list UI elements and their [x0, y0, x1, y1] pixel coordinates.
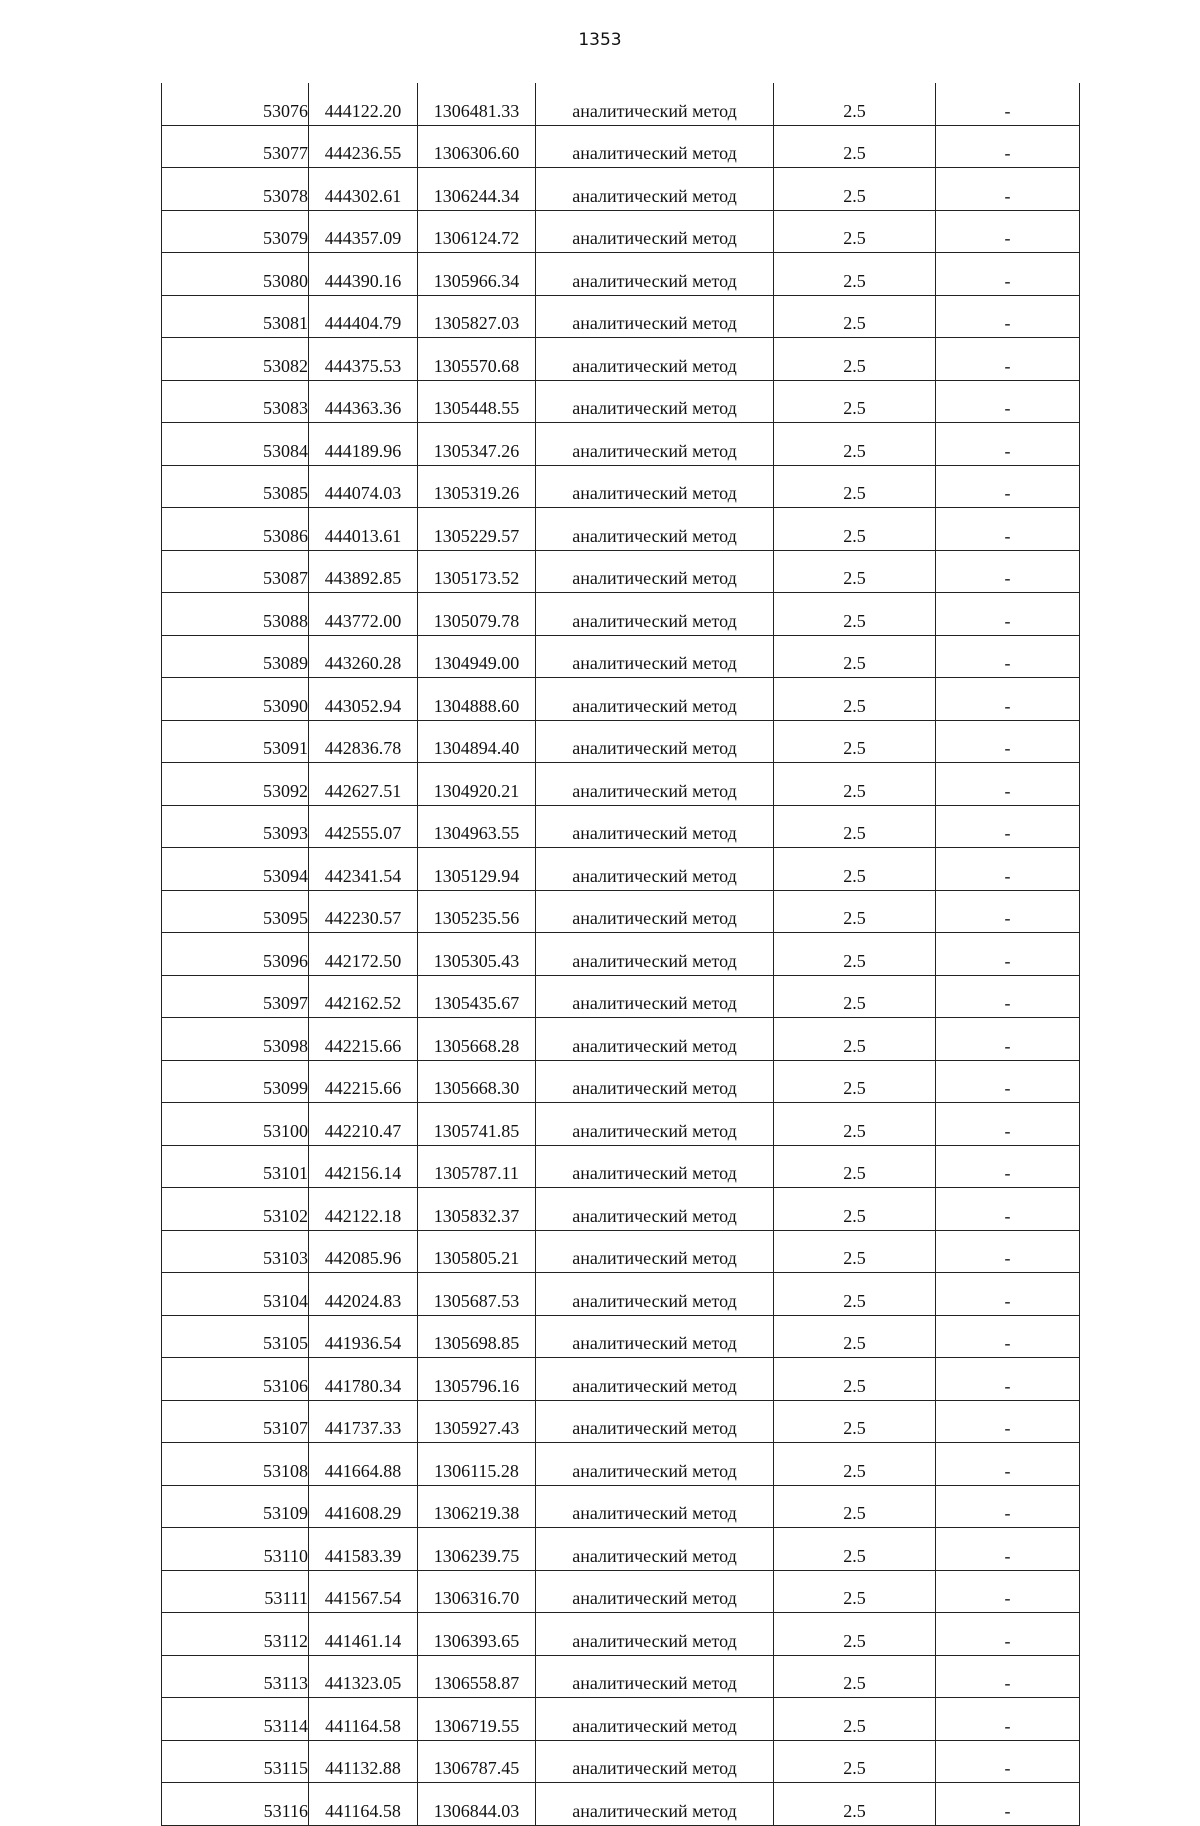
table-row	[162, 720, 1080, 763]
y-coordinate-cell: 1305079.78	[418, 593, 536, 636]
method-cell: аналитический метод	[536, 125, 774, 168]
x-coordinate-cell: 441461.14	[309, 1613, 418, 1656]
point-number-cell: 53113	[162, 1655, 309, 1698]
accuracy-cell: 2.5	[774, 125, 936, 168]
table-row	[162, 1273, 1080, 1316]
accuracy-cell: 2.5	[774, 338, 936, 381]
note-cell: -	[936, 1188, 1080, 1231]
accuracy-cell: 2.5	[774, 1230, 936, 1273]
note-cell: -	[936, 1273, 1080, 1316]
y-coordinate-cell: 1306558.87	[418, 1655, 536, 1698]
x-coordinate-cell: 441780.34	[309, 1358, 418, 1401]
note-cell: -	[936, 508, 1080, 551]
x-coordinate-cell: 441737.33	[309, 1400, 418, 1443]
point-number-cell: 53079	[162, 210, 309, 253]
table-row	[162, 465, 1080, 508]
table-row	[162, 890, 1080, 933]
note-cell: -	[936, 678, 1080, 721]
method-cell: аналитический метод	[536, 1103, 774, 1146]
y-coordinate-cell: 1305832.37	[418, 1188, 536, 1231]
accuracy-cell: 2.5	[774, 550, 936, 593]
y-coordinate-cell: 1306306.60	[418, 125, 536, 168]
accuracy-cell: 2.5	[774, 1358, 936, 1401]
x-coordinate-cell: 442230.57	[309, 890, 418, 933]
method-cell: аналитический метод	[536, 1443, 774, 1486]
point-number-cell: 53098	[162, 1018, 309, 1061]
x-coordinate-cell: 441583.39	[309, 1528, 418, 1571]
method-cell: аналитический метод	[536, 975, 774, 1018]
table-row	[162, 805, 1080, 848]
method-cell: аналитический метод	[536, 720, 774, 763]
method-cell: аналитический метод	[536, 1230, 774, 1273]
note-cell: -	[936, 465, 1080, 508]
method-cell: аналитический метод	[536, 1655, 774, 1698]
accuracy-cell: 2.5	[774, 1443, 936, 1486]
y-coordinate-cell: 1305698.85	[418, 1315, 536, 1358]
table-row	[162, 1740, 1080, 1783]
point-number-cell: 53083	[162, 380, 309, 423]
x-coordinate-cell: 444390.16	[309, 253, 418, 296]
point-number-cell: 53076	[162, 83, 309, 125]
table-row	[162, 210, 1080, 253]
method-cell: аналитический метод	[536, 295, 774, 338]
y-coordinate-cell: 1304963.55	[418, 805, 536, 848]
table-row	[162, 423, 1080, 466]
point-number-cell: 53093	[162, 805, 309, 848]
y-coordinate-cell: 1305229.57	[418, 508, 536, 551]
point-number-cell: 53109	[162, 1485, 309, 1528]
note-cell: -	[936, 1783, 1080, 1826]
method-cell: аналитический метод	[536, 1188, 774, 1231]
note-cell: -	[936, 975, 1080, 1018]
note-cell: -	[936, 295, 1080, 338]
page-number: 1353	[578, 30, 622, 50]
point-number-cell: 53106	[162, 1358, 309, 1401]
x-coordinate-cell: 442156.14	[309, 1145, 418, 1188]
table-row	[162, 1570, 1080, 1613]
accuracy-cell: 2.5	[774, 465, 936, 508]
y-coordinate-cell: 1306481.33	[418, 83, 536, 125]
x-coordinate-cell: 444013.61	[309, 508, 418, 551]
table-row	[162, 83, 1080, 125]
method-cell: аналитический метод	[536, 1018, 774, 1061]
accuracy-cell: 2.5	[774, 933, 936, 976]
method-cell: аналитический метод	[536, 1273, 774, 1316]
point-number-cell: 53110	[162, 1528, 309, 1571]
note-cell: -	[936, 1443, 1080, 1486]
point-number-cell: 53115	[162, 1740, 309, 1783]
y-coordinate-cell: 1305827.03	[418, 295, 536, 338]
y-coordinate-cell: 1306219.38	[418, 1485, 536, 1528]
y-coordinate-cell: 1305305.43	[418, 933, 536, 976]
x-coordinate-cell: 443772.00	[309, 593, 418, 636]
accuracy-cell: 2.5	[774, 1103, 936, 1146]
accuracy-cell: 2.5	[774, 423, 936, 466]
table-row	[162, 635, 1080, 678]
point-number-cell: 53102	[162, 1188, 309, 1231]
accuracy-cell: 2.5	[774, 720, 936, 763]
point-number-cell: 53082	[162, 338, 309, 381]
method-cell: аналитический метод	[536, 550, 774, 593]
note-cell: -	[936, 1060, 1080, 1103]
accuracy-cell: 2.5	[774, 635, 936, 678]
method-cell: аналитический метод	[536, 763, 774, 806]
table-row	[162, 508, 1080, 551]
x-coordinate-cell: 441323.05	[309, 1655, 418, 1698]
x-coordinate-cell: 443052.94	[309, 678, 418, 721]
point-number-cell: 53100	[162, 1103, 309, 1146]
accuracy-cell: 2.5	[774, 1315, 936, 1358]
x-coordinate-cell: 441164.58	[309, 1698, 418, 1741]
method-cell: аналитический метод	[536, 1358, 774, 1401]
note-cell: -	[936, 210, 1080, 253]
point-number-cell: 53097	[162, 975, 309, 1018]
note-cell: -	[936, 1358, 1080, 1401]
note-cell: -	[936, 380, 1080, 423]
method-cell: аналитический метод	[536, 635, 774, 678]
accuracy-cell: 2.5	[774, 678, 936, 721]
point-number-cell: 53101	[162, 1145, 309, 1188]
accuracy-cell: 2.5	[774, 1698, 936, 1741]
point-number-cell: 53089	[162, 635, 309, 678]
table-row	[162, 338, 1080, 381]
accuracy-cell: 2.5	[774, 1060, 936, 1103]
method-cell: аналитический метод	[536, 678, 774, 721]
x-coordinate-cell: 444302.61	[309, 168, 418, 211]
note-cell: -	[936, 1230, 1080, 1273]
x-coordinate-cell: 441567.54	[309, 1570, 418, 1613]
note-cell: -	[936, 1528, 1080, 1571]
accuracy-cell: 2.5	[774, 1188, 936, 1231]
note-cell: -	[936, 1570, 1080, 1613]
y-coordinate-cell: 1305966.34	[418, 253, 536, 296]
method-cell: аналитический метод	[536, 1400, 774, 1443]
x-coordinate-cell: 444074.03	[309, 465, 418, 508]
accuracy-cell: 2.5	[774, 1018, 936, 1061]
y-coordinate-cell: 1304949.00	[418, 635, 536, 678]
accuracy-cell: 2.5	[774, 848, 936, 891]
x-coordinate-cell: 443892.85	[309, 550, 418, 593]
table-row	[162, 1145, 1080, 1188]
note-cell: -	[936, 168, 1080, 211]
x-coordinate-cell: 441608.29	[309, 1485, 418, 1528]
x-coordinate-cell: 442555.07	[309, 805, 418, 848]
x-coordinate-cell: 442627.51	[309, 763, 418, 806]
table-row	[162, 1698, 1080, 1741]
x-coordinate-cell: 441164.58	[309, 1783, 418, 1826]
x-coordinate-cell: 444122.20	[309, 83, 418, 125]
point-number-cell: 53088	[162, 593, 309, 636]
y-coordinate-cell: 1306115.28	[418, 1443, 536, 1486]
x-coordinate-cell: 444236.55	[309, 125, 418, 168]
table-row	[162, 1230, 1080, 1273]
point-number-cell: 53103	[162, 1230, 309, 1273]
method-cell: аналитический метод	[536, 508, 774, 551]
method-cell: аналитический метод	[536, 1315, 774, 1358]
note-cell: -	[936, 1655, 1080, 1698]
table-row	[162, 1655, 1080, 1698]
point-number-cell: 53087	[162, 550, 309, 593]
method-cell: аналитический метод	[536, 1145, 774, 1188]
x-coordinate-cell: 442210.47	[309, 1103, 418, 1146]
y-coordinate-cell: 1305796.16	[418, 1358, 536, 1401]
accuracy-cell: 2.5	[774, 1570, 936, 1613]
x-coordinate-cell: 444363.36	[309, 380, 418, 423]
table-row	[162, 550, 1080, 593]
method-cell: аналитический метод	[536, 1570, 774, 1613]
method-cell: аналитический метод	[536, 465, 774, 508]
point-number-cell: 53114	[162, 1698, 309, 1741]
accuracy-cell: 2.5	[774, 1485, 936, 1528]
method-cell: аналитический метод	[536, 848, 774, 891]
method-cell: аналитический метод	[536, 1613, 774, 1656]
table-row	[162, 933, 1080, 976]
method-cell: аналитический метод	[536, 933, 774, 976]
point-number-cell: 53094	[162, 848, 309, 891]
point-number-cell: 53081	[162, 295, 309, 338]
note-cell: -	[936, 1018, 1080, 1061]
x-coordinate-cell: 444189.96	[309, 423, 418, 466]
y-coordinate-cell: 1305741.85	[418, 1103, 536, 1146]
note-cell: -	[936, 1698, 1080, 1741]
point-number-cell: 53078	[162, 168, 309, 211]
note-cell: -	[936, 890, 1080, 933]
note-cell: -	[936, 1740, 1080, 1783]
y-coordinate-cell: 1304920.21	[418, 763, 536, 806]
x-coordinate-cell: 444404.79	[309, 295, 418, 338]
table-row	[162, 1188, 1080, 1231]
coordinates-table-body	[162, 83, 1080, 1825]
coordinates-table	[161, 83, 1080, 1826]
method-cell: аналитический метод	[536, 1783, 774, 1826]
x-coordinate-cell: 442122.18	[309, 1188, 418, 1231]
y-coordinate-cell: 1305570.68	[418, 338, 536, 381]
y-coordinate-cell: 1304888.60	[418, 678, 536, 721]
x-coordinate-cell: 444375.53	[309, 338, 418, 381]
method-cell: аналитический метод	[536, 210, 774, 253]
point-number-cell: 53111	[162, 1570, 309, 1613]
table-row	[162, 1613, 1080, 1656]
note-cell: -	[936, 635, 1080, 678]
table-row	[162, 1358, 1080, 1401]
method-cell: аналитический метод	[536, 805, 774, 848]
y-coordinate-cell: 1306316.70	[418, 1570, 536, 1613]
table-row	[162, 848, 1080, 891]
table-row	[162, 1315, 1080, 1358]
note-cell: -	[936, 593, 1080, 636]
method-cell: аналитический метод	[536, 1060, 774, 1103]
accuracy-cell: 2.5	[774, 253, 936, 296]
accuracy-cell: 2.5	[774, 1273, 936, 1316]
y-coordinate-cell: 1305435.67	[418, 975, 536, 1018]
point-number-cell: 53092	[162, 763, 309, 806]
note-cell: -	[936, 720, 1080, 763]
table-row	[162, 763, 1080, 806]
y-coordinate-cell: 1305668.28	[418, 1018, 536, 1061]
y-coordinate-cell: 1306244.34	[418, 168, 536, 211]
note-cell: -	[936, 338, 1080, 381]
table-row	[162, 295, 1080, 338]
y-coordinate-cell: 1306239.75	[418, 1528, 536, 1571]
y-coordinate-cell: 1304894.40	[418, 720, 536, 763]
accuracy-cell: 2.5	[774, 1528, 936, 1571]
table-row	[162, 1060, 1080, 1103]
note-cell: -	[936, 1613, 1080, 1656]
x-coordinate-cell: 442215.66	[309, 1018, 418, 1061]
point-number-cell: 53096	[162, 933, 309, 976]
table-row	[162, 253, 1080, 296]
note-cell: -	[936, 125, 1080, 168]
method-cell: аналитический метод	[536, 1528, 774, 1571]
table-row	[162, 1783, 1080, 1826]
note-cell: -	[936, 550, 1080, 593]
method-cell: аналитический метод	[536, 1485, 774, 1528]
point-number-cell: 53099	[162, 1060, 309, 1103]
y-coordinate-cell: 1305687.53	[418, 1273, 536, 1316]
accuracy-cell: 2.5	[774, 380, 936, 423]
method-cell: аналитический метод	[536, 168, 774, 211]
point-number-cell: 53085	[162, 465, 309, 508]
point-number-cell: 53091	[162, 720, 309, 763]
accuracy-cell: 2.5	[774, 1740, 936, 1783]
accuracy-cell: 2.5	[774, 1145, 936, 1188]
note-cell: -	[936, 848, 1080, 891]
table-row	[162, 1018, 1080, 1061]
accuracy-cell: 2.5	[774, 1783, 936, 1826]
method-cell: аналитический метод	[536, 253, 774, 296]
accuracy-cell: 2.5	[774, 508, 936, 551]
y-coordinate-cell: 1306719.55	[418, 1698, 536, 1741]
method-cell: аналитический метод	[536, 338, 774, 381]
accuracy-cell: 2.5	[774, 210, 936, 253]
method-cell: аналитический метод	[536, 890, 774, 933]
x-coordinate-cell: 442836.78	[309, 720, 418, 763]
note-cell: -	[936, 1485, 1080, 1528]
note-cell: -	[936, 1145, 1080, 1188]
y-coordinate-cell: 1305448.55	[418, 380, 536, 423]
y-coordinate-cell: 1305235.56	[418, 890, 536, 933]
accuracy-cell: 2.5	[774, 593, 936, 636]
accuracy-cell: 2.5	[774, 805, 936, 848]
table-row	[162, 125, 1080, 168]
x-coordinate-cell: 442162.52	[309, 975, 418, 1018]
point-number-cell: 53077	[162, 125, 309, 168]
note-cell: -	[936, 423, 1080, 466]
note-cell: -	[936, 933, 1080, 976]
y-coordinate-cell: 1305319.26	[418, 465, 536, 508]
table-row	[162, 975, 1080, 1018]
accuracy-cell: 2.5	[774, 1400, 936, 1443]
x-coordinate-cell: 442085.96	[309, 1230, 418, 1273]
accuracy-cell: 2.5	[774, 1655, 936, 1698]
table-row	[162, 1103, 1080, 1146]
y-coordinate-cell: 1305347.26	[418, 423, 536, 466]
note-cell: -	[936, 1103, 1080, 1146]
point-number-cell: 53105	[162, 1315, 309, 1358]
method-cell: аналитический метод	[536, 423, 774, 466]
x-coordinate-cell: 444357.09	[309, 210, 418, 253]
accuracy-cell: 2.5	[774, 890, 936, 933]
method-cell: аналитический метод	[536, 83, 774, 125]
note-cell: -	[936, 1315, 1080, 1358]
note-cell: -	[936, 253, 1080, 296]
point-number-cell: 53084	[162, 423, 309, 466]
method-cell: аналитический метод	[536, 1698, 774, 1741]
method-cell: аналитический метод	[536, 593, 774, 636]
table-row	[162, 168, 1080, 211]
accuracy-cell: 2.5	[774, 83, 936, 125]
note-cell: -	[936, 1400, 1080, 1443]
accuracy-cell: 2.5	[774, 763, 936, 806]
y-coordinate-cell: 1305927.43	[418, 1400, 536, 1443]
accuracy-cell: 2.5	[774, 1613, 936, 1656]
x-coordinate-cell: 442341.54	[309, 848, 418, 891]
note-cell: -	[936, 805, 1080, 848]
point-number-cell: 53107	[162, 1400, 309, 1443]
accuracy-cell: 2.5	[774, 975, 936, 1018]
y-coordinate-cell: 1305668.30	[418, 1060, 536, 1103]
x-coordinate-cell: 442215.66	[309, 1060, 418, 1103]
y-coordinate-cell: 1306124.72	[418, 210, 536, 253]
table-row	[162, 1443, 1080, 1486]
table-row	[162, 678, 1080, 721]
accuracy-cell: 2.5	[774, 168, 936, 211]
table-row	[162, 593, 1080, 636]
point-number-cell: 53112	[162, 1613, 309, 1656]
x-coordinate-cell: 441664.88	[309, 1443, 418, 1486]
table-row	[162, 380, 1080, 423]
point-number-cell: 53116	[162, 1783, 309, 1826]
y-coordinate-cell: 1305173.52	[418, 550, 536, 593]
method-cell: аналитический метод	[536, 1740, 774, 1783]
x-coordinate-cell: 441936.54	[309, 1315, 418, 1358]
accuracy-cell: 2.5	[774, 295, 936, 338]
point-number-cell: 53080	[162, 253, 309, 296]
table-row	[162, 1400, 1080, 1443]
y-coordinate-cell: 1305805.21	[418, 1230, 536, 1273]
x-coordinate-cell: 442172.50	[309, 933, 418, 976]
method-cell: аналитический метод	[536, 380, 774, 423]
y-coordinate-cell: 1305787.11	[418, 1145, 536, 1188]
y-coordinate-cell: 1305129.94	[418, 848, 536, 891]
note-cell: -	[936, 83, 1080, 125]
point-number-cell: 53090	[162, 678, 309, 721]
x-coordinate-cell: 443260.28	[309, 635, 418, 678]
note-cell: -	[936, 763, 1080, 806]
x-coordinate-cell: 442024.83	[309, 1273, 418, 1316]
table-row	[162, 1528, 1080, 1571]
y-coordinate-cell: 1306787.45	[418, 1740, 536, 1783]
table-row	[162, 1485, 1080, 1528]
x-coordinate-cell: 441132.88	[309, 1740, 418, 1783]
point-number-cell: 53104	[162, 1273, 309, 1316]
y-coordinate-cell: 1306393.65	[418, 1613, 536, 1656]
point-number-cell: 53095	[162, 890, 309, 933]
point-number-cell: 53108	[162, 1443, 309, 1486]
point-number-cell: 53086	[162, 508, 309, 551]
y-coordinate-cell: 1306844.03	[418, 1783, 536, 1826]
